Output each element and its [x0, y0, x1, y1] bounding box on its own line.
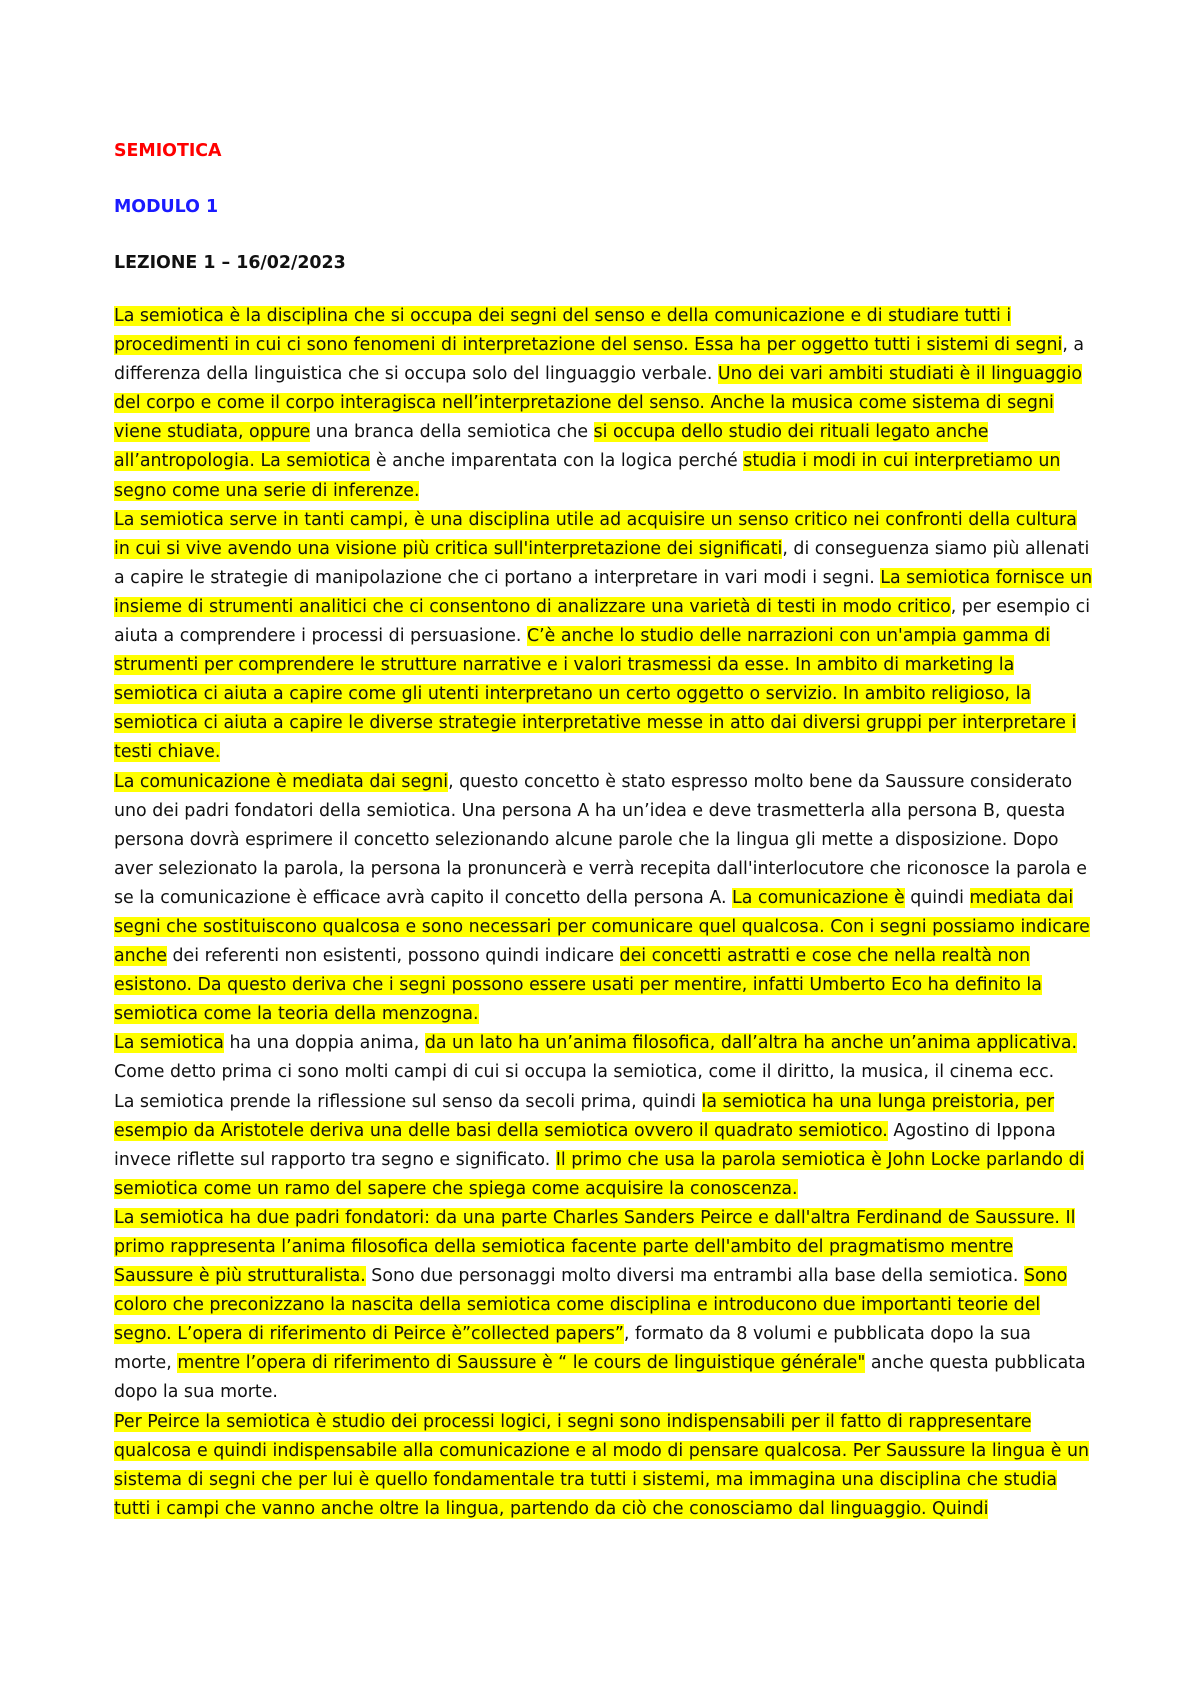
highlighted-text: La comunicazione è mediata dai segni	[114, 771, 449, 792]
paragraph	[114, 1204, 1094, 1408]
paragraph	[114, 302, 1094, 506]
highlighted-text: dei concetti astratti e cose che nella realtà non esistono. Da questo deriva che i segni possono essere usati per mentire, infatti Umberto Eco ha definito la semiotica come la teoria della menzogna.	[114, 946, 1042, 1025]
text-run: una branca della semiotica che	[310, 422, 594, 443]
text-run: , questo concetto è stato espresso molto bene da Saussure considerato uno dei padri fondatori della semiotica. Una persona A ha un’idea e deve trasmetterla alla persona B, questa persona dovrà esprimere il concetto selezionando alcune parole che la lingua gli mette a disposizione. Dopo aver selezionato la parola, la persona la pronuncerà e verrà recepita dall'interlocutore che riconosce la parola e se la comunicazione è efficace avrà capito il concetto della persona A.	[114, 771, 1087, 908]
paragraph	[114, 1088, 1094, 1204]
document-title: SEMIOTICA	[114, 141, 222, 161]
text-run: , per esempio ci aiuta a comprendere i processi di persuasione.	[114, 596, 1091, 647]
highlighted-text: si occupa dello studio dei rituali legato anche all’antropologia. La semiotica	[114, 422, 989, 472]
text-run: Agostino di Ippona invece riflette sul rapporto tra segno e significato.	[114, 1120, 1056, 1170]
paragraph	[114, 1029, 1094, 1087]
text-run: anche questa pubblicata dopo la sua morte.	[114, 1353, 1086, 1403]
module-heading: MODULO 1	[114, 197, 219, 217]
highlighted-text: la semiotica ha una lunga preistoria, per esempio da Aristotele deriva una delle basi della semiotica ovvero il quadrato semiotico.	[114, 1091, 1055, 1141]
highlighted-text: C’è anche lo studio delle narrazioni con un'ampia gamma di strumenti per comprendere le strutture narrative e i valori trasmessi da esse. In ambito di marketing la semiotica ci aiuta a capire come gli utenti interpretano un certo oggetto o servizio. In ambito religioso, la semiotica ci aiuta a capire le diverse strategie interpretative messe in atto dai diversi gruppi per interpretare i testi chiave.	[114, 626, 1077, 763]
paragraphs	[114, 302, 1094, 1524]
highlighted-text: mediata dai segni che sostituiscono qualcosa e sono necessari per comunicare quel qualcosa. Con i segni possiamo indicare anche	[114, 887, 1090, 967]
document-body	[114, 140, 1094, 1524]
highlighted-text: Sono coloro che preconizzano la nascita della semiotica come disciplina e introducono due importanti teorie del segno. L’opera di riferimento di Peirce è”collected papers”	[114, 1266, 1068, 1345]
highlighted-text: Uno dei vari ambiti studiati è il linguaggio del corpo e come il corpo interagisca nell’interpretazione del senso. Anche la musica come sistema di segni viene studiata, oppure	[114, 364, 1083, 443]
highlighted-text: La comunicazione è	[732, 887, 905, 908]
text-run: quindi	[904, 887, 970, 908]
highlighted-text: studia i modi in cui interpretiamo un segno come una serie di inferenze.	[114, 451, 1061, 501]
paragraph	[114, 768, 1094, 1030]
highlighted-text: Il primo che usa la parola semiotica è John Locke parlando di semiotica come un ramo del sapere che spiega come acquisire la conoscenza.	[114, 1149, 1085, 1199]
paragraph	[114, 506, 1094, 768]
text-run: dei referenti non esistenti, possono quindi indicare	[166, 946, 620, 967]
text-run: , di conseguenza siamo più allenati a capire le strategie di manipolazione che ci portano a interpretare in vari modi i segni.	[114, 538, 1090, 588]
text-run: Sono due personaggi molto diversi ma entrambi alla base della semiotica.	[365, 1266, 1024, 1287]
highlighted-text: La semiotica	[114, 1033, 224, 1054]
text-run: è anche imparentata con la logica perché	[370, 451, 744, 472]
text-run: , a differenza della linguistica che si occupa solo del linguaggio verbale.	[114, 335, 1085, 385]
text-run: Come detto prima ci sono molti campi di cui si occupa la semiotica, come il diritto, la musica, il cinema ecc.	[114, 1062, 1055, 1083]
highlighted-text: La semiotica fornisce un insieme di strumenti analitici che ci consentono di analizzare una varietà di testi in modo critico	[114, 567, 1093, 617]
highlighted-text: mentre l’opera di riferimento di Saussure è “ le cours de linguistique générale"	[177, 1353, 866, 1374]
text-run: ha una doppia anima,	[223, 1033, 425, 1054]
text-run: La semiotica prende la riflessione sul senso da secoli prima, quindi	[114, 1091, 702, 1112]
paragraph	[114, 1408, 1094, 1524]
highlighted-text: La semiotica serve in tanti campi, è una disciplina utile ad acquisire un senso critico nei confronti della cultura in cui si vive avendo una visione più critica sull'interpretazione dei significati	[114, 509, 1077, 559]
highlighted-text: La semiotica è la disciplina che si occupa dei segni del senso e della comunicazione e di studiare tutti i procedimenti in cui ci sono fenomeni di interpretazione del senso. Essa ha per oggetto tutti i sistemi di segni	[114, 306, 1063, 356]
highlighted-text: Per Peirce la semiotica è studio dei processi logici, i segni sono indispensabili per il fatto di rappresentare qualcosa e quindi indispensabile alla comunicazione e al modo di pensare qualcosa. Per Saussure la lingua è un sistema di segni che per lui è quello fondamentale tra tutti i sistemi, ma immagina una disciplina che studia tutti i campi che vanno anche oltre la lingua, partendo da ciò che conosciamo dal linguaggio. Quindi	[114, 1411, 1090, 1519]
highlighted-text: La semiotica ha due padri fondatori: da una parte Charles Sanders Peirce e dall'altra Ferdinand de Saussure. Il primo rappresenta l’anima filosofica della semiotica facente parte dell'ambito del pragmatismo mentre Saussure è più strutturalista.	[114, 1207, 1076, 1287]
text-run: , formato da 8 volumi e pubblicata dopo la sua morte,	[114, 1324, 1031, 1374]
highlighted-text: da un lato ha un’anima filosofica, dall’altra ha anche un’anima applicativa.	[424, 1033, 1078, 1054]
lesson-heading: LEZIONE 1 – 16/02/2023	[114, 253, 346, 273]
